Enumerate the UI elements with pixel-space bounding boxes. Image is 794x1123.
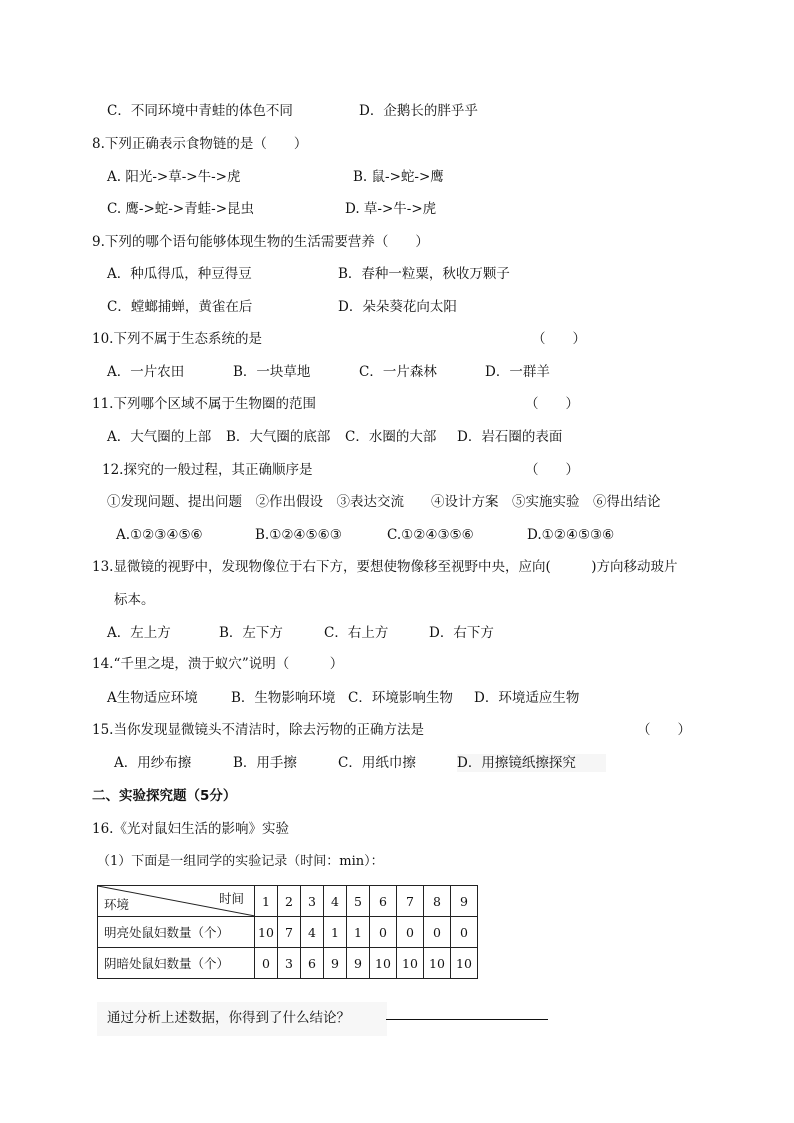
table-cell: 10 <box>397 948 424 979</box>
q10-option-c: C．一片森林 <box>359 364 437 380</box>
q11-option-c: C．水圈的大部 <box>345 429 437 445</box>
table-cell: 1 <box>347 917 370 948</box>
q13-stem: 13.显微镜的视野中，发现物像位于右下方，要想使物像移至视野中央，应向( )方向移动玻片 <box>92 559 678 575</box>
q11-option-b: B．大气圈的底部 <box>226 429 331 445</box>
q14-option-d: D．环境适应生物 <box>474 690 580 706</box>
q10-answer-paren: （ ） <box>532 331 586 347</box>
q15-option-b: B．用手擦 <box>233 755 297 771</box>
row-label-bright: 明亮处鼠妇数量（个） <box>98 917 255 948</box>
section-title: 二、实验探究题（5分） <box>92 788 237 804</box>
table-row <box>98 917 478 948</box>
q12-steps: ①发现问题、提出问题 ②作出假设 ③表达交流 ④设计方案 ⑤实施实验 ⑥得出结论 <box>107 494 661 510</box>
q12-option-d: D.①②④⑤③⑥ <box>527 527 615 543</box>
table-header-time: 7 <box>397 886 424 917</box>
q8-option-c: C. 鹰->蛇->青蛙->昆虫 <box>107 201 255 217</box>
q7-option-d: D．企鹅长的胖乎乎 <box>359 103 478 119</box>
conclusion-answer-blank[interactable] <box>386 1019 548 1020</box>
q9-option-d: D．朵朵葵花向太阳 <box>338 299 457 315</box>
table-cell: 10 <box>424 948 451 979</box>
q12-answer-paren: （ ） <box>525 462 579 478</box>
q16-sub1: （1）下面是一组同学的实验记录（时间：min）： <box>97 854 384 869</box>
q12-option-b: B.①②④⑤⑥③ <box>255 527 342 543</box>
table-cell: 9 <box>347 948 370 979</box>
table-cell: 3 <box>278 948 301 979</box>
conclusion-question-box <box>97 1002 387 1036</box>
q11-option-d: D．岩石圈的表面 <box>457 429 563 445</box>
q8-option-a: A. 阳光->草->牛->虎 <box>107 169 241 185</box>
table-row <box>98 948 478 979</box>
table-cell: 0 <box>397 917 424 948</box>
table-cell: 0 <box>255 948 278 979</box>
conclusion-question: 通过分析上述数据，你得到了什么结论？ <box>107 1010 350 1026</box>
q8-option-d: D. 草->牛->虎 <box>345 201 437 217</box>
table-header-time: 1 <box>255 886 278 917</box>
corner-label-time: 时间 <box>218 891 244 906</box>
experiment-record-table <box>97 885 478 979</box>
q9-option-c: C．螳螂捕蝉，黄雀在后 <box>107 299 253 315</box>
q13-option-b: B．左下方 <box>219 625 283 641</box>
q14-option-b: B．生物影响环境 <box>231 690 336 706</box>
q9-option-a: A．种瓜得瓜，种豆得豆 <box>107 266 252 282</box>
table-cell: 10 <box>255 917 278 948</box>
table-cell: 10 <box>451 948 478 979</box>
q11-option-a: A．大气圈的上部 <box>107 429 212 445</box>
q15-option-d: D．用擦镜纸擦探究 <box>457 754 606 772</box>
table-cell: 7 <box>278 917 301 948</box>
q14-option-c: C．环境影响生物 <box>348 690 453 706</box>
q14-option-a: A生物适应环境 <box>107 690 198 706</box>
table-header-time: 2 <box>278 886 301 917</box>
table-cell: 0 <box>424 917 451 948</box>
q8-stem: 8.下列正确表示食物链的是（ ） <box>92 136 308 152</box>
q10-option-b: B．一块草地 <box>233 364 311 380</box>
q12-option-a: A.①②③④⑤⑥ <box>116 527 203 543</box>
q13-option-d: D．右下方 <box>429 625 494 641</box>
q11-answer-paren: （ ） <box>525 396 579 412</box>
q15-option-a: A．用纱布擦 <box>114 755 192 771</box>
table-header-time: 6 <box>370 886 397 917</box>
q14-stem: 14.“千里之堤，溃于蚁穴”说明（ ） <box>92 656 344 672</box>
table-cell: 1 <box>324 917 347 948</box>
table-header-time: 9 <box>451 886 478 917</box>
q10-option-d: D．一群羊 <box>485 364 550 380</box>
table-header-time: 8 <box>424 886 451 917</box>
q12-stem: 12.探究的一般过程，其正确顺序是 <box>102 462 313 478</box>
table-cell: 6 <box>301 948 324 979</box>
table-header-time: 4 <box>324 886 347 917</box>
table-corner-cell <box>98 886 255 917</box>
table-cell: 0 <box>451 917 478 948</box>
q9-stem: 9.下列的哪个语句能够体现生物的生活需要营养（ ） <box>92 234 429 250</box>
q8-option-b: B. 鼠->蛇->鹰 <box>353 169 444 185</box>
q11-stem: 11.下列哪个区域不属于生物圈的范围 <box>92 396 316 412</box>
q15-answer-paren: （ ） <box>637 722 691 738</box>
q10-option-a: A．一片农田 <box>107 364 185 380</box>
q12-option-c: C.①②④③⑤⑥ <box>387 527 474 543</box>
q15-stem: 15.当你发现显微镜头不清洁时，除去污物的正确方法是 <box>92 722 424 738</box>
table-header-time: 5 <box>347 886 370 917</box>
table-header-row <box>98 886 478 917</box>
table-cell: 0 <box>370 917 397 948</box>
table-cell: 4 <box>301 917 324 948</box>
row-label-dark: 阴暗处鼠妇数量（个） <box>98 948 255 979</box>
q10-stem: 10.下列不属于生态系统的是 <box>92 331 262 347</box>
table-header-time: 3 <box>301 886 324 917</box>
table-cell: 9 <box>324 948 347 979</box>
table-cell: 10 <box>370 948 397 979</box>
q9-option-b: B．春种一粒粟，秋收万颗子 <box>338 266 510 282</box>
q13-option-a: A．左上方 <box>107 625 171 641</box>
q16-stem: 16.《光对鼠妇生活的影响》实验 <box>92 821 289 837</box>
q13-option-c: C．右上方 <box>324 625 389 641</box>
q7-option-c: C．不同环境中青蛙的体色不同 <box>107 103 293 119</box>
q15-option-c: C．用纸巾擦 <box>338 755 416 771</box>
q13-stem-continued: 标本。 <box>114 592 155 608</box>
corner-label-environment: 环境 <box>104 897 130 912</box>
